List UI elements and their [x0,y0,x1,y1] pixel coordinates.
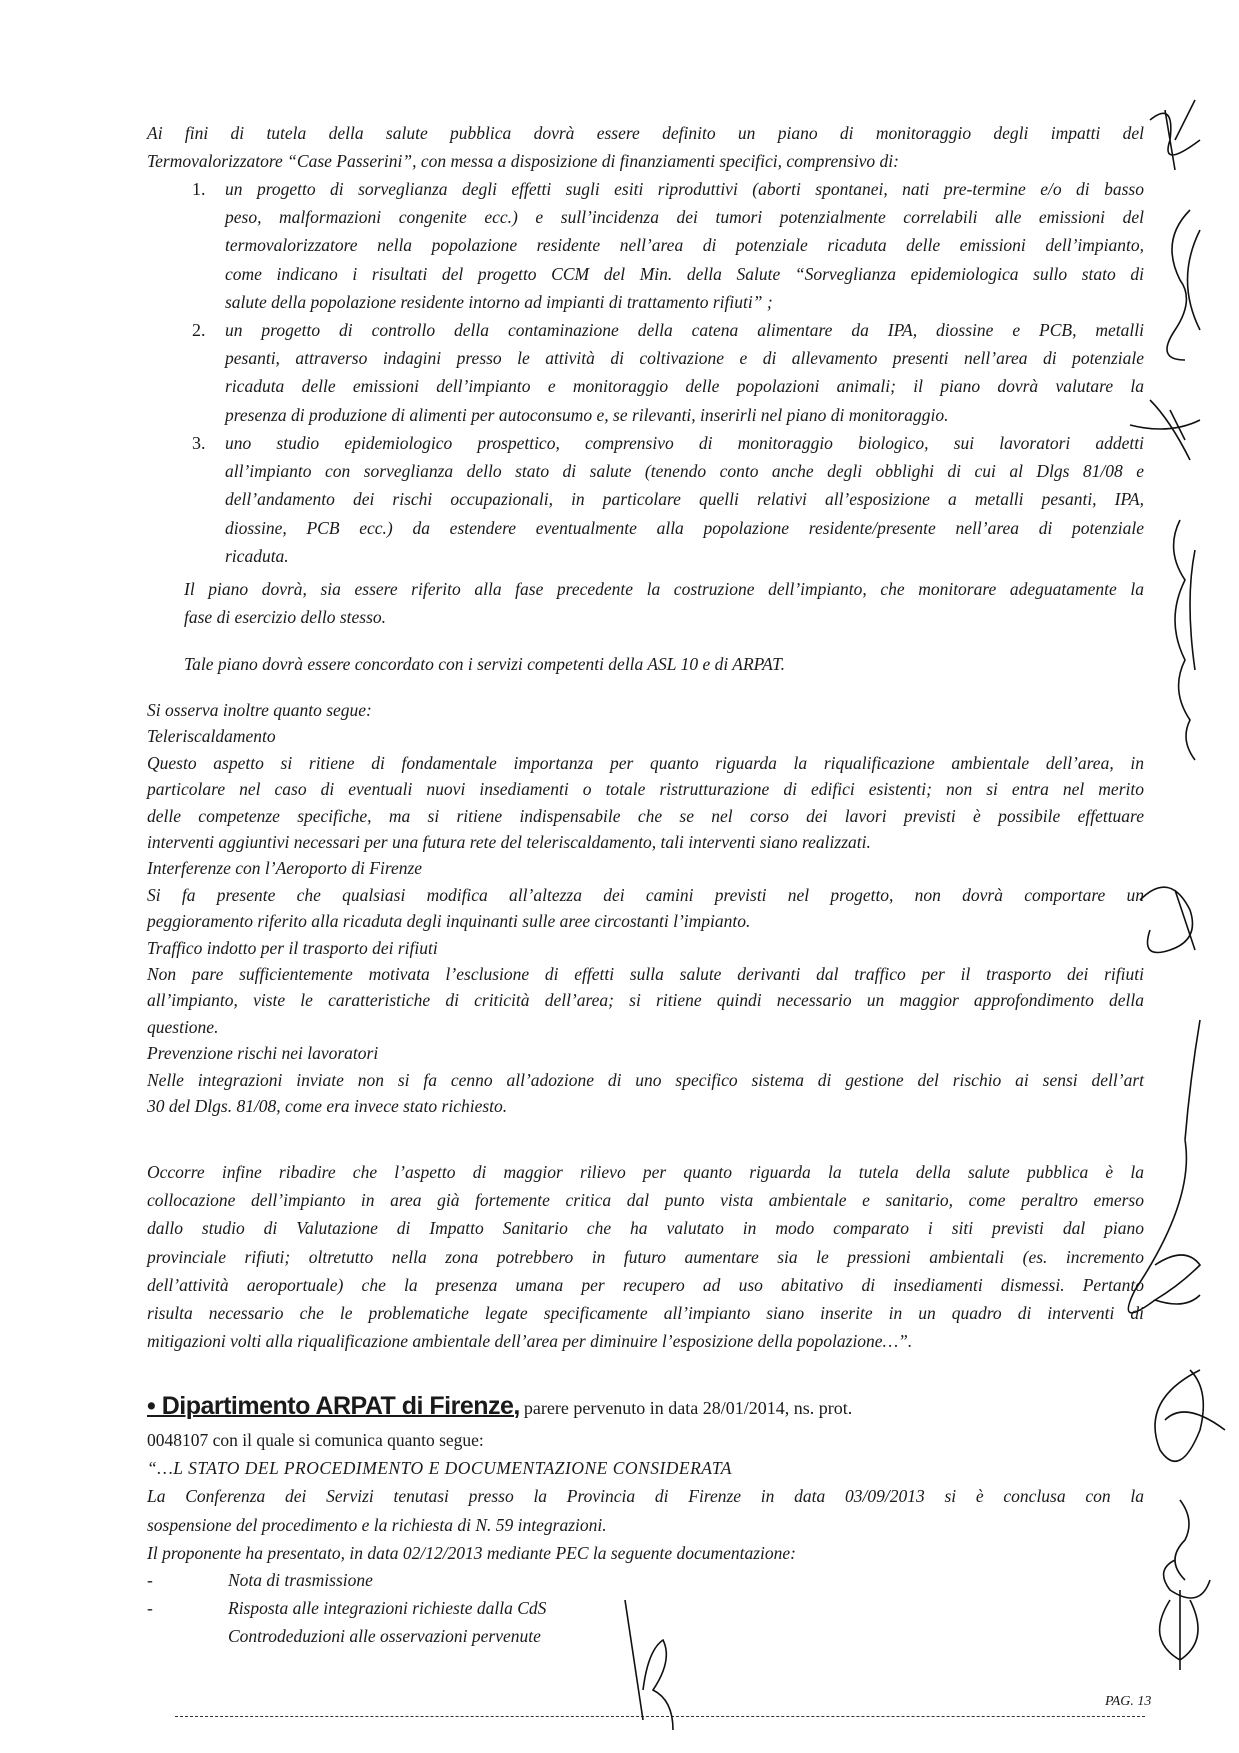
text-line: Occorre infine ribadire che l’aspetto di maggior rilievo per quanto riguarda la tutela della salute pubblica è la [147,1162,1144,1182]
arpat-heading-title: • Dipartimento ARPAT di Firenze, [147,1392,520,1420]
arpat-heading [147,1392,1147,1421]
text-line: all’impianto con sorveglianza dello stato di salute (tenendo conto anche degli obblighi di cui al Dlgs 81/08 e [225,461,1144,482]
list-dash: - [147,1570,153,1590]
text-line: un progetto di controllo della contaminazione della catena alimentare da IPA, diossine e PCB, metalli [225,320,1144,340]
text-line: Tale piano dovrà essere concordato con i servizi competenti della ASL 10 e di ARPAT. [184,654,785,674]
text-line: La Conferenza dei Servizi tenutasi presso la Provincia di Firenze in data 03/09/2013 si è conclusa con la [147,1486,1144,1507]
footer-rule [175,1716,1145,1717]
list-number: 1. [192,179,206,199]
intro-paragraph [147,119,1144,175]
monitoring-item-1 [225,175,1144,316]
observation-paragraph [147,697,1144,723]
observation-paragraph [147,750,1144,856]
document-text: Nota di trasmissione [228,1570,373,1590]
page-number: PAG. 13 [1105,1694,1152,1709]
text-line: peggioramento riferito alla ricaduta degli inquinanti sulle aree circostanti l’impianto. [147,911,751,932]
observation-paragraph [147,935,1144,961]
arpat-heading-rest: parere pervenuto in data 28/01/2014, ns. prot. [523,1398,853,1418]
text-line: un progetto di sorveglianza degli effetti sugli esiti riproduttivi (aborti spontanei, nati pre-termine e/o di basso [225,179,1144,199]
text-line: pesanti, attraverso indagini presso le attività di coltivazione e di allevamento presenti nell’area di potenziale [225,348,1144,369]
conference-paragraph [147,1482,1144,1538]
list-number: 3. [192,433,206,453]
text-line: Nelle integrazioni inviate non si fa cenno all’adozione di uno specifico sistema di gestione del rischio ai sensi dell’art [147,1069,1144,1090]
text-line: sospensione del procedimento e la richiesta di N. 59 integrazioni. [147,1514,607,1535]
text-line: ricaduta. [225,545,289,566]
document-item [147,1622,1144,1650]
text-line: risulta necessario che le problematiche legate specificamente all’impianto siano inserite in un quadro di interventi di [147,1303,1144,1324]
text-line: questione. [147,1016,219,1037]
text-line: Teleriscaldamento [147,726,276,747]
document-text: Risposta alle integrazioni richieste dalla CdS [228,1598,547,1618]
document-text: Controdeduzioni alle osservazioni pervenute [228,1626,541,1646]
text-line: come indicano i risultati del progetto CCM del Min. della Salute “Sorveglianza epidemiologica sullo stato di [225,263,1144,284]
monitoring-item-3 [225,429,1144,570]
protocol-line: 0048107 con il quale si comunica quanto segue: [147,1430,484,1450]
text-line: termovalorizzatore nella popolazione residente nell’area di potenziale ricaduta delle emissioni dell’impianto, [225,235,1144,256]
text-line: provinciale rifiuti; oltretutto nella zona potrebbero in futuro aumentare sia le pressioni ambientali (es. incremento [147,1246,1144,1267]
text-line: fase di esercizio dello stesso. [184,607,387,628]
list-number: 2. [192,320,206,340]
plan-agreement-paragraph [184,650,1144,678]
text-line: Questo aspetto si ritiene di fondamentale importanza per quanto riguarda la riqualificazione ambientale dell’area, in [147,752,1144,773]
text-line: Il piano dovrà, sia essere riferito alla fase precedente la costruzione dell’impianto, che monitorare adeguatamente la [184,579,1144,599]
observation-paragraph [147,1067,1144,1120]
text-line: Prevenzione rischi nei lavoratori [147,1043,379,1064]
text-line: Ai fini di tutela della salute pubblica dovrà essere definito un piano di monitoraggio degli impatti del [147,123,1144,143]
text-line: uno studio epidemiologico prospettico, comprensivo di monitoraggio biologico, sui lavoratori addetti [225,433,1144,453]
text-line: particolare nel caso di eventuali nuovi insediamenti o totale ristrutturazione di edifici esistenti; non si entra nel merito [147,779,1144,800]
observations-section [147,697,1144,1120]
section-title: “…L STATO DEL PROCEDIMENTO E DOCUMENTAZIONE CONSIDERATA [147,1458,732,1479]
observation-paragraph [147,723,1144,749]
text-line: presenza di produzione di alimenti per autoconsumo e, se rilevanti, inserirli nel piano di monitoraggio. [225,404,949,425]
text-line: ricaduta delle emissioni dell’impianto e monitoraggio delle popolazioni animali; il piano dovrà valutare la [225,376,1144,397]
documents-list [147,1566,1144,1650]
document-item [147,1594,1144,1622]
text-line: Termovalorizzatore “Case Passerini”, con messa a disposizione di finanziamenti specifici, comprensivo di: [147,151,899,172]
text-line: salute della popolazione residente intorno ad impianti di trattamento rifiuti” ; [225,291,773,312]
text-line: interventi aggiuntivi necessari per una futura rete del teleriscaldamento, tali interventi siano realizzati. [147,832,871,853]
text-line: Si fa presente che qualsiasi modifica all’altezza dei camini previsti nel progetto, non dovrà comportare un [147,884,1144,905]
observation-paragraph [147,855,1144,881]
text-line: delle competenze specifiche, ma si ritiene indispensabile che se nel corso dei lavori previsti è possibile effettuare [147,805,1144,826]
text-line: diossine, PCB ecc.) da estendere eventualmente alla popolazione residente/presente nell’area di potenziale [225,517,1144,538]
proponent-line: Il proponente ha presentato, in data 02/12/2013 mediante PEC la seguente documentazione: [147,1542,797,1563]
observation-paragraph [147,961,1144,1040]
plan-phase-paragraph [184,575,1144,631]
conclusion-paragraph [147,1158,1144,1355]
monitoring-item-2 [225,316,1144,429]
text-line: all’impianto, viste le caratteristiche di criticità dell’area; si ritiene quindi necessario un maggior approfondimento della [147,990,1144,1011]
text-line: dallo studio di Valutazione di Impatto Sanitario che ha valutato in modo comparato i siti previsti dal piano [147,1218,1144,1239]
text-line: collocazione dell’impianto in area già fortemente critica dal punto vista ambientale e sanitario, come peraltro emerso [147,1190,1144,1211]
text-line: dell’attività aeroportuale) che la presenza umana per recupero ad uso abitativo di insediamenti dismessi. Pertanto [147,1274,1144,1295]
list-dash: - [147,1598,153,1618]
text-line: Si osserva inoltre quanto segue: [147,700,372,720]
observation-paragraph [147,1040,1144,1066]
observation-paragraph [147,882,1144,935]
arpat-body [147,1426,1144,1567]
text-line: Interferenze con l’Aeroporto di Firenze [147,858,423,879]
document-item [147,1566,1144,1594]
text-line: peso, malformazioni congenite ecc.) e sull’incidenza dei tumori potenzialmente correlabili alle emissioni del [225,207,1144,228]
text-line: Non pare sufficientemente motivata l’esclusione di effetti sulla salute derivanti dal traffico per il trasporto dei rifiuti [147,964,1144,985]
text-line: Traffico indotto per il trasporto dei rifiuti [147,937,438,958]
text-line: 30 del Dlgs. 81/08, come era invece stato richiesto. [147,1096,508,1117]
text-line: mitigazioni volti alla riqualificazione ambientale dell’area per diminuire l’esposizione della popolazione…”. [147,1331,913,1352]
text-line: dell’andamento dei rischi occupazionali, in particolare quelli relativi all’esposizione a metalli pesanti, IPA, [225,489,1144,510]
